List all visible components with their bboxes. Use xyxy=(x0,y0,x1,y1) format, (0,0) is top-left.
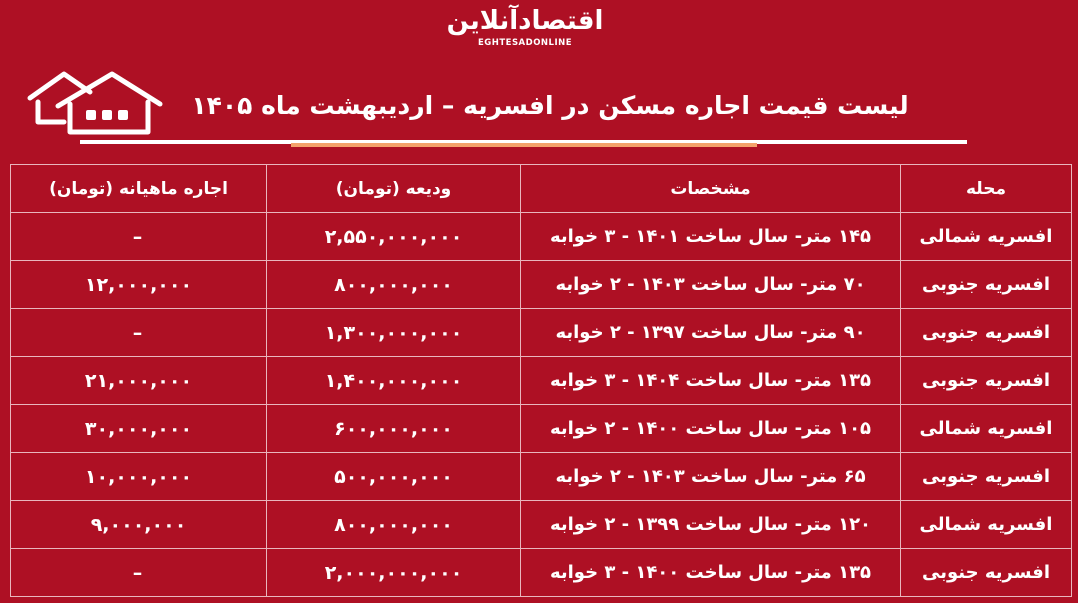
cell-deposit: ۲,۰۰۰,۰۰۰,۰۰۰ xyxy=(267,549,521,597)
header-rent: اجاره ماهیانه (تومان) xyxy=(11,165,267,213)
cell-area: افسریه جنوبی xyxy=(901,261,1072,309)
cell-rent: ۹,۰۰۰,۰۰۰ xyxy=(11,501,267,549)
cell-area: افسریه شمالی xyxy=(901,405,1072,453)
cell-area: افسریه شمالی xyxy=(901,213,1072,261)
brand-logo xyxy=(445,4,605,56)
table-row xyxy=(11,357,1072,405)
cell-deposit: ۱,۳۰۰,۰۰۰,۰۰۰ xyxy=(267,309,521,357)
cell-spec: ۶۵ متر- سال ساخت ۱۴۰۳ - ۲ خوابه xyxy=(521,453,901,501)
cell-area: افسریه شمالی xyxy=(901,501,1072,549)
table-row xyxy=(11,501,1072,549)
table-row xyxy=(11,405,1072,453)
cell-rent: ۲۱,۰۰۰,۰۰۰ xyxy=(11,357,267,405)
table-row xyxy=(11,213,1072,261)
header-area: محله xyxy=(901,165,1072,213)
cell-deposit: ۸۰۰,۰۰۰,۰۰۰ xyxy=(267,501,521,549)
cell-area: افسریه جنوبی xyxy=(901,453,1072,501)
table-row xyxy=(11,309,1072,357)
title-accent-underline xyxy=(291,143,757,147)
header-spec: مشخصات xyxy=(521,165,901,213)
table-row xyxy=(11,549,1072,597)
cell-deposit: ۶۰۰,۰۰۰,۰۰۰ xyxy=(267,405,521,453)
cell-area: افسریه جنوبی xyxy=(901,549,1072,597)
cell-rent: ۳۰,۰۰۰,۰۰۰ xyxy=(11,405,267,453)
cell-rent: ۱۰,۰۰۰,۰۰۰ xyxy=(11,453,267,501)
price-table xyxy=(10,164,1072,597)
cell-spec: ۱۳۵ متر- سال ساخت ۱۴۰۴ - ۳ خوابه xyxy=(521,357,901,405)
cell-spec: ۹۰ متر- سال ساخت ۱۳۹۷ - ۲ خوابه xyxy=(521,309,901,357)
cell-deposit: ۱,۴۰۰,۰۰۰,۰۰۰ xyxy=(267,357,521,405)
logo-text-fa: اقتصادآنلاین xyxy=(446,6,604,36)
cell-spec: ۷۰ متر- سال ساخت ۱۴۰۳ - ۲ خوابه xyxy=(521,261,901,309)
cell-rent: – xyxy=(11,213,267,261)
cell-area: افسریه جنوبی xyxy=(901,357,1072,405)
page-title: لیست قیمت اجاره مسکن در افسریه – اردیبهشت ماه ۱۴۰۵ xyxy=(191,91,909,120)
cell-spec: ۱۴۵ متر- سال ساخت ۱۴۰۱ - ۳ خوابه xyxy=(521,213,901,261)
cell-deposit: ۲,۵۵۰,۰۰۰,۰۰۰ xyxy=(267,213,521,261)
cell-deposit: ۵۰۰,۰۰۰,۰۰۰ xyxy=(267,453,521,501)
cell-spec: ۱۲۰ متر- سال ساخت ۱۳۹۹ - ۲ خوابه xyxy=(521,501,901,549)
logo-text-en: EGHTESADONLINE xyxy=(477,38,573,48)
cell-rent: ۱۲,۰۰۰,۰۰۰ xyxy=(11,261,267,309)
cell-deposit: ۸۰۰,۰۰۰,۰۰۰ xyxy=(267,261,521,309)
cell-area: افسریه جنوبی xyxy=(901,309,1072,357)
header-deposit: ودیعه (تومان) xyxy=(267,165,521,213)
table-row xyxy=(11,261,1072,309)
cell-spec: ۱۳۵ متر- سال ساخت ۱۴۰۰ - ۳ خوابه xyxy=(521,549,901,597)
cell-spec: ۱۰۵ متر- سال ساخت ۱۴۰۰ - ۲ خوابه xyxy=(521,405,901,453)
rent-table xyxy=(10,164,1067,596)
cell-rent: – xyxy=(11,549,267,597)
cell-rent: – xyxy=(11,309,267,357)
table-row xyxy=(11,453,1072,501)
table-header-row xyxy=(11,165,1072,213)
house-outline-icon xyxy=(24,66,166,138)
